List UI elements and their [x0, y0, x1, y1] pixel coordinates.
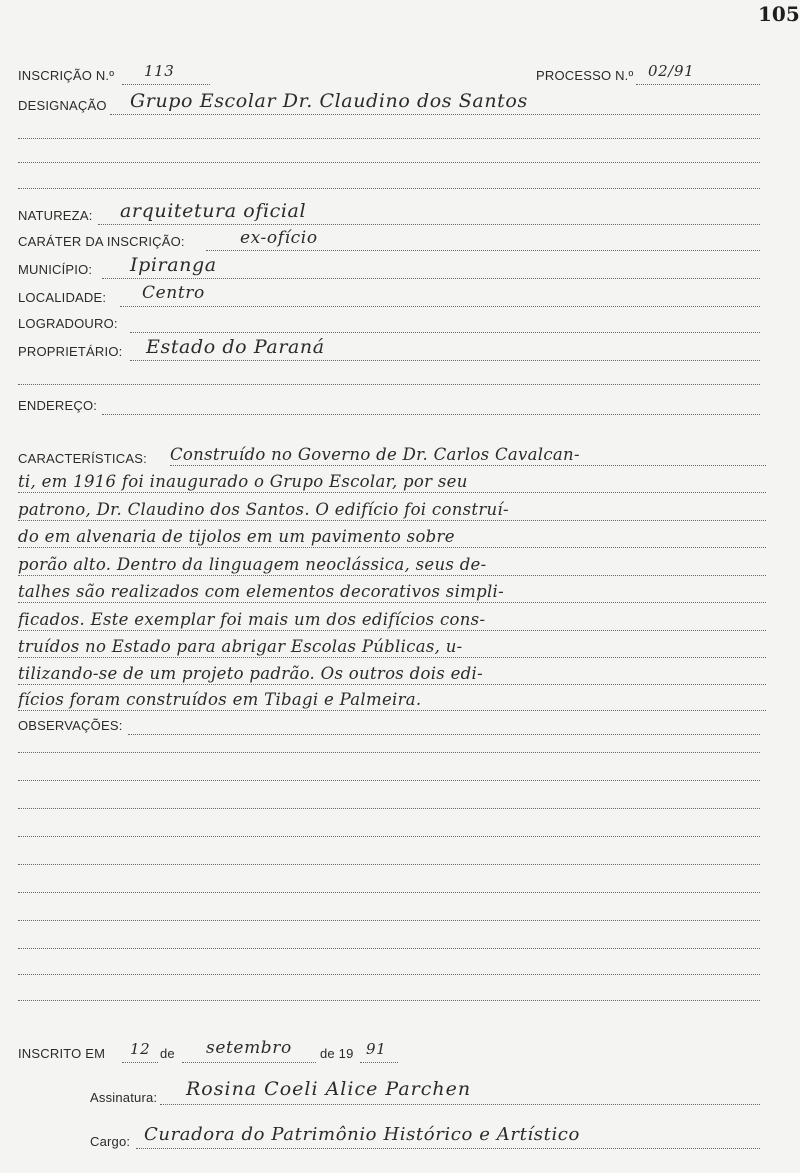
- blank-line: [18, 780, 760, 781]
- caracteristicas-line: tilizando-se de um projeto padrão. Os outros dois edi-: [18, 664, 766, 685]
- processo-line: [636, 84, 760, 85]
- caracteristicas-line: porão alto. Dentro da linguagem neoclássica, seus de-: [18, 555, 766, 576]
- logradouro-label: LOGRADOURO:: [18, 316, 118, 331]
- blank-line: [18, 138, 760, 139]
- observacoes-line: [128, 734, 760, 735]
- carater-value: ex-ofício: [240, 228, 318, 248]
- localidade-line: [120, 306, 760, 307]
- designacao-line: [110, 114, 760, 115]
- cargo-label: Cargo:: [90, 1134, 131, 1149]
- blank-line: [18, 752, 760, 753]
- blank-line: [18, 808, 760, 809]
- caracteristicas-label: CARACTERÍSTICAS:: [18, 451, 147, 466]
- processo-label: PROCESSO N.º: [536, 68, 634, 83]
- assinatura-line: [160, 1104, 760, 1105]
- caracteristicas-line: do em alvenaria de tijolos em um pavimento sobre: [18, 527, 766, 548]
- observacoes-label: OBSERVAÇÕES:: [18, 718, 123, 733]
- endereco-line: [102, 414, 760, 415]
- caracteristicas-line: ti, em 1916 foi inaugurado o Grupo Escolar, por seu: [18, 472, 766, 493]
- inscrito-year-prefix: de 19: [320, 1046, 354, 1061]
- inscrito-day: 12: [130, 1040, 151, 1058]
- municipio-line: [102, 278, 760, 279]
- proprietario-line: [130, 360, 760, 361]
- assinatura-label: Assinatura:: [90, 1090, 158, 1105]
- caracteristicas-line: patrono, Dr. Claudino dos Santos. O edifício foi construí-: [18, 500, 766, 521]
- proprietario-label: PROPRIETÁRIO:: [18, 344, 123, 359]
- blank-line: [18, 864, 760, 865]
- logradouro-line: [130, 332, 760, 333]
- assinatura-value: Rosina Coeli Alice Parchen: [186, 1078, 472, 1100]
- inscrito-label: INSCRITO EM: [18, 1046, 106, 1061]
- blank-line: [18, 384, 760, 385]
- caracteristicas-line: talhes são realizados com elementos decorativos simpli-: [18, 582, 766, 603]
- inscrito-de-label: de: [160, 1046, 175, 1061]
- blank-line: [18, 1000, 760, 1001]
- municipio-label: MUNICÍPIO:: [18, 262, 93, 277]
- endereco-label: ENDEREÇO:: [18, 398, 98, 413]
- blank-line: [18, 892, 760, 893]
- inscricao-line: [122, 84, 210, 85]
- blank-line: [18, 920, 760, 921]
- proprietario-value: Estado do Paraná: [146, 336, 325, 358]
- inscricao-label: INSCRIÇÃO N.º: [18, 68, 115, 83]
- caracteristicas-line: ficados. Este exemplar foi mais um dos edifícios cons-: [18, 610, 766, 631]
- natureza-label: NATUREZA:: [18, 208, 93, 223]
- designacao-value: Grupo Escolar Dr. Claudino dos Santos: [130, 90, 528, 112]
- blank-line: [18, 948, 760, 949]
- cargo-value: Curadora do Patrimônio Histórico e Artístico: [144, 1124, 580, 1145]
- natureza-value: arquitetura oficial: [120, 200, 307, 222]
- municipio-value: Ipiranga: [130, 254, 217, 276]
- designacao-label: DESIGNAÇÃO: [18, 98, 107, 113]
- blank-line: [18, 836, 760, 837]
- processo-value: 02/91: [648, 62, 695, 80]
- blank-line: [18, 162, 760, 163]
- localidade-label: LOCALIDADE:: [18, 290, 107, 305]
- inscrito-year-line: [360, 1062, 398, 1063]
- carater-label: CARÁTER DA INSCRIÇÃO:: [18, 234, 185, 249]
- caracteristicas-line: fícios foram construídos em Tibagi e Palmeira.: [18, 690, 766, 711]
- blank-line: [18, 188, 760, 189]
- localidade-value: Centro: [142, 283, 205, 303]
- inscrito-year: 91: [366, 1040, 387, 1058]
- cargo-line: [136, 1148, 760, 1149]
- caracteristicas-line: Construído no Governo de Dr. Carlos Cavalcan-: [170, 445, 766, 466]
- inscrito-month-line: [182, 1062, 316, 1063]
- caracteristicas-line: truídos no Estado para abrigar Escolas Públicas, u-: [18, 637, 766, 658]
- natureza-line: [98, 224, 760, 225]
- inscricao-value: 113: [144, 62, 175, 80]
- carater-line: [206, 250, 760, 251]
- inscrito-day-line: [122, 1062, 158, 1063]
- page-number: 105: [758, 2, 800, 26]
- inscrito-month: setembro: [206, 1038, 292, 1058]
- blank-line: [18, 974, 760, 975]
